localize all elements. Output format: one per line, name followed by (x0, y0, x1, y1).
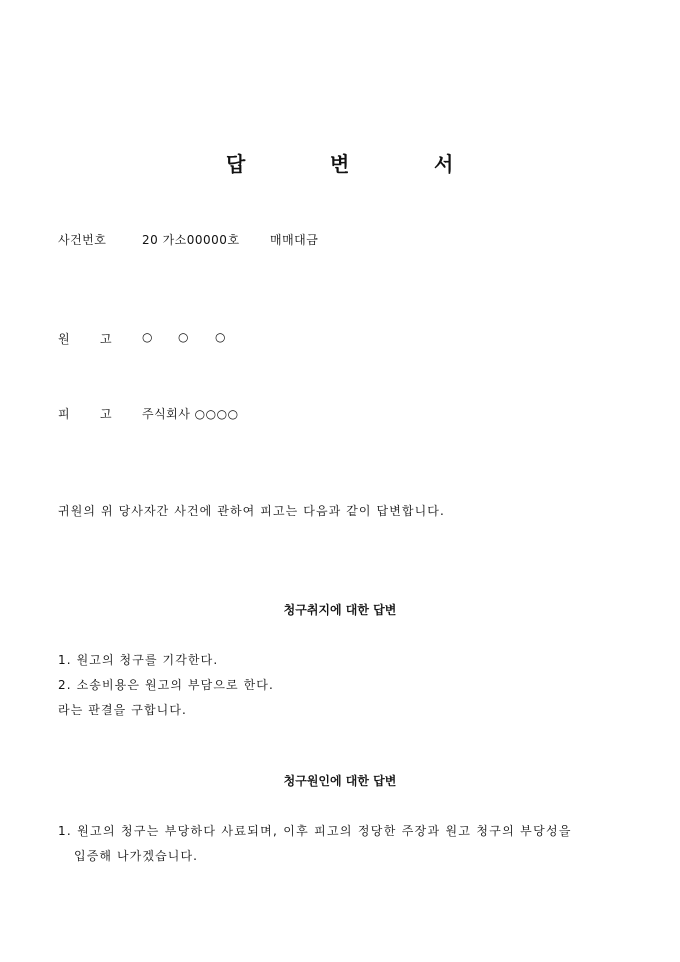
claim-purpose-item-1: 1. 원고의 청구를 기각한다. (58, 653, 219, 667)
plaintiff-name-mark-1: ○ (142, 330, 153, 344)
title-char-2: 변 (330, 152, 350, 176)
claim-cause-item-1: 1. 원고의 청구는 부당하다 사료되며, 이후 피고의 정당한 주장과 원고 청구의 부당성을 (58, 824, 572, 838)
title-char-3: 서 (434, 152, 454, 176)
plaintiff-label-char-1: 원 (58, 332, 71, 346)
defendant-label-char-1: 피 (58, 407, 71, 421)
defendant-name: 주식회사 ○○○○ (142, 407, 239, 421)
case-number-label: 사건번호 (58, 233, 107, 247)
section-heading-claim-cause: 청구원인에 대한 답변 (283, 774, 397, 788)
defendant-label-char-2: 고 (100, 407, 113, 421)
case-name: 매매대금 (270, 233, 319, 247)
title-char-1: 답 (226, 152, 246, 176)
claim-purpose-closing: 라는 판결을 구합니다. (58, 703, 187, 717)
plaintiff-name-mark-3: ○ (215, 330, 226, 344)
plaintiff-label-char-2: 고 (100, 332, 113, 346)
intro-paragraph: 귀원의 위 당사자간 사건에 관하여 피고는 다음과 같이 답변합니다. (58, 504, 445, 518)
claim-cause-item-1-continued: 입증해 나가겠습니다. (74, 849, 199, 863)
claim-purpose-item-2: 2. 소송비용은 원고의 부담으로 한다. (58, 678, 274, 692)
case-number-value: 20 가소00000호 (142, 233, 240, 247)
document-title (0, 148, 680, 178)
section-heading-claim-purpose: 청구취지에 대한 답변 (283, 603, 397, 617)
plaintiff-name-mark-2: ○ (178, 330, 189, 344)
